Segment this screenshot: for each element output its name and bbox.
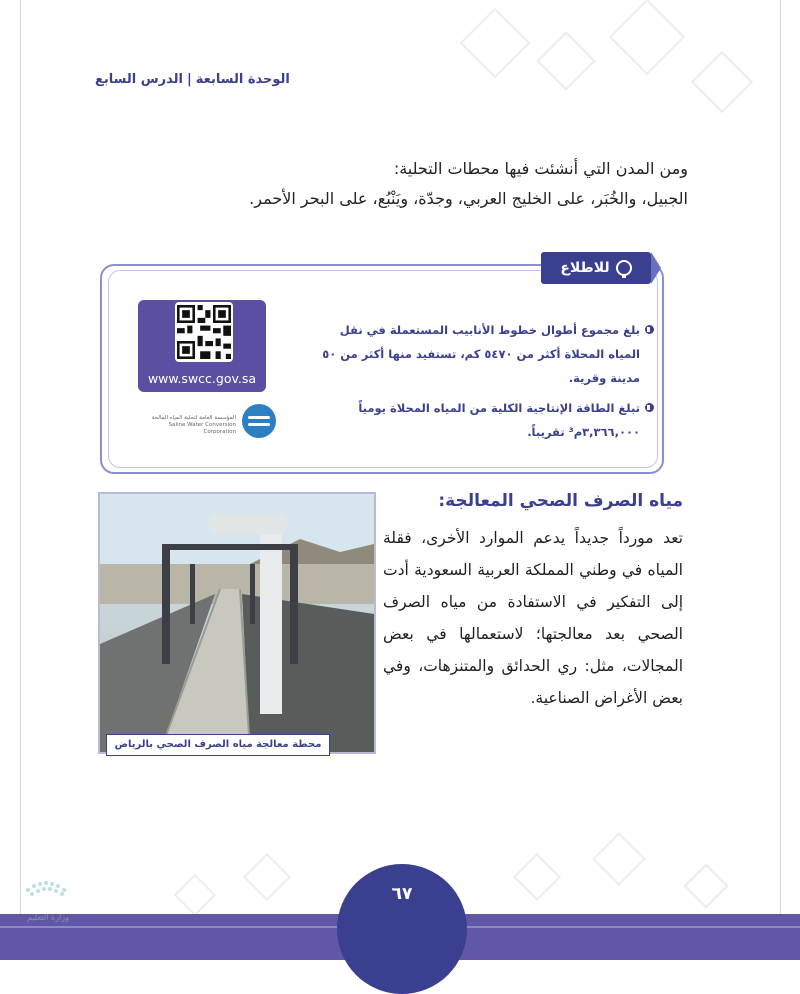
treatment-plant-photo bbox=[98, 492, 376, 754]
header-separator: | bbox=[187, 72, 192, 87]
decor-diamond bbox=[609, 0, 685, 75]
header-unit: الوحدة السابعة bbox=[195, 72, 290, 87]
fact-text: بلغ مجموع أطوال خطوط الأنابيب المستعملة في نقل المياه المحلاة أكثر من ٥٤٧٠ كم، تستفيد منها أكثر من ٥٠ مدينة وقرية. bbox=[322, 323, 640, 385]
swcc-org-name bbox=[140, 415, 236, 436]
decor-diamond bbox=[243, 853, 291, 901]
info-box-tag-tip bbox=[651, 252, 661, 284]
photo-caption: محطة معالجة مياه الصرف الصحي بالرياض bbox=[106, 734, 330, 756]
decor-diamond bbox=[691, 51, 753, 113]
running-header bbox=[95, 72, 290, 87]
fact-text: تبلغ الطاقة الإنتاجية الكلية من المياه المحلاة يومياً ٣,٣٦٦,٠٠٠م³ تقريباً. bbox=[358, 401, 640, 439]
website-url[interactable]: www.swcc.gov.sa bbox=[147, 371, 257, 386]
treated-wastewater-section bbox=[383, 486, 683, 714]
info-box-tag-label: للاطلاع bbox=[560, 260, 610, 276]
swcc-org-name-en: Saline Water Conversion Corporation bbox=[168, 422, 236, 435]
page-edge-left bbox=[20, 0, 21, 960]
qr-code-icon[interactable] bbox=[173, 300, 235, 364]
page-number: ٦٧ bbox=[391, 884, 413, 904]
section-title: مياه الصرف الصحي المعالجة: bbox=[438, 491, 683, 511]
decor-diamond bbox=[683, 863, 728, 908]
swcc-logo-icon bbox=[242, 404, 276, 438]
decor-diamond bbox=[536, 31, 595, 90]
facts-list bbox=[309, 318, 654, 450]
swcc-org-name-ar: المؤسسة العامة لتحلية المياه المالحة bbox=[151, 415, 236, 421]
decor-diamond bbox=[592, 832, 646, 886]
qr-link-card[interactable] bbox=[138, 300, 266, 392]
decor-diamond bbox=[460, 8, 531, 79]
header-lesson: الدرس السابع bbox=[95, 72, 184, 87]
intro-line-2: الجبيل، والخُبَر، على الخليج العربي، وجدّة، ويَنْبُع، على البحر الأحمر. bbox=[249, 189, 688, 208]
fact-item bbox=[309, 396, 654, 444]
fact-item bbox=[309, 318, 654, 390]
section-body: تعد مورداً جديداً يدعم الموارد الأخرى، فقلة المياه في وطني المملكة العربية السعودية أدت إلى التفكير في الاستفادة من مياه الصرف الصحي بعد معالجتها؛ لاستعمالها في بعض المجالات، مثل: ري الحدائق والمتنزهات، وفي بعض الأغراض الصناعية. bbox=[383, 529, 683, 707]
decor-diamond bbox=[513, 853, 561, 901]
ministry-logo-text: وزارة التعليم bbox=[27, 913, 69, 922]
bullet-icon bbox=[645, 325, 654, 334]
page-edge-right bbox=[780, 0, 781, 960]
bullet-icon bbox=[645, 403, 654, 412]
decor-diamond bbox=[174, 874, 216, 916]
lightbulb-icon bbox=[616, 260, 632, 276]
info-box-tag bbox=[541, 252, 651, 284]
intro-paragraph bbox=[88, 154, 688, 214]
intro-line-1: ومن المدن التي أنشئت فيها محطات التحلية: bbox=[393, 159, 688, 178]
ministry-logo-icon bbox=[16, 876, 80, 916]
